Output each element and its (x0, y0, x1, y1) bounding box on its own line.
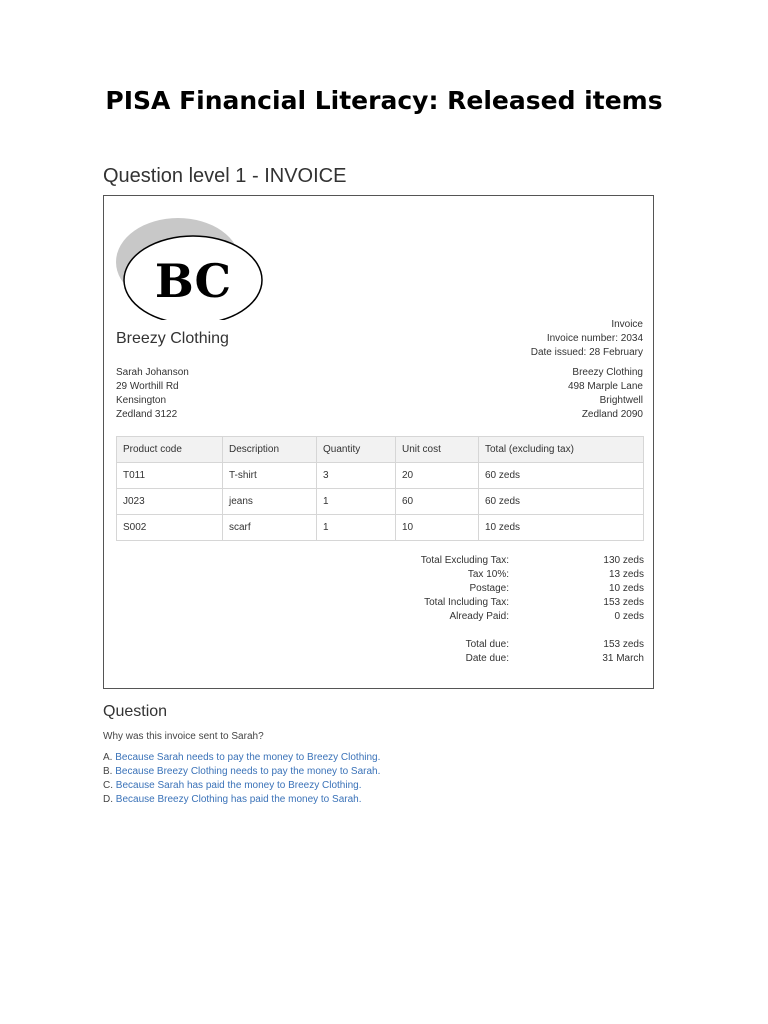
total-including-tax-row (374, 596, 644, 610)
address-line: Kensington (116, 395, 167, 406)
table-cell: T-shirt (223, 463, 317, 489)
table-row (117, 489, 644, 515)
totals-label: Total Excluding Tax: (420, 555, 509, 566)
total-excluding-tax-row (374, 554, 644, 568)
totals-label: Date due: (465, 653, 509, 664)
totals-value: 31 March (602, 653, 644, 664)
answer-option-a[interactable] (103, 751, 380, 765)
date-due-row (374, 652, 644, 666)
column-header: Quantity (317, 437, 396, 463)
column-header: Product code (117, 437, 223, 463)
address-line: Zedland 2090 (581, 409, 643, 420)
table-cell: 60 zeds (479, 489, 644, 515)
table-cell: J023 (117, 489, 223, 515)
table-header-row (117, 437, 644, 463)
answer-options (103, 751, 380, 807)
address-line: 29 Worthill Rd (116, 381, 179, 392)
table-cell: S002 (117, 515, 223, 541)
invoice-number: Invoice number: 2034 (546, 333, 643, 344)
items-table (116, 436, 644, 541)
address-line: Zedland 3122 (116, 409, 178, 420)
tax-row (374, 568, 644, 582)
totals-value: 10 zeds (608, 583, 644, 594)
option-letter: B. (103, 766, 113, 777)
option-text: Because Sarah has paid the money to Breezy Clothing. (115, 780, 362, 791)
table-cell: 60 (396, 489, 479, 515)
question-heading: Question (103, 703, 168, 720)
company-name: Breezy Clothing (116, 330, 229, 347)
option-letter: C. (103, 780, 113, 791)
logo-text: BC (154, 254, 232, 308)
table-cell: scarf (223, 515, 317, 541)
column-header: Total (excluding tax) (479, 437, 644, 463)
table-cell: 10 zeds (479, 515, 644, 541)
from-address (568, 366, 643, 422)
column-header: Description (223, 437, 317, 463)
option-letter: A. (103, 752, 113, 763)
totals-label: Postage: (469, 583, 509, 594)
address-line: 498 Marple Lane (567, 381, 643, 392)
totals-value: 153 zeds (603, 597, 644, 608)
option-letter: D. (103, 794, 113, 805)
totals-label: Total due: (465, 639, 509, 650)
totals-label: Already Paid: (449, 611, 509, 622)
totals-value: 13 zeds (608, 569, 644, 580)
table-row (117, 463, 644, 489)
answer-option-c[interactable] (103, 779, 380, 793)
answer-option-d[interactable] (103, 793, 380, 807)
invoice-label: Invoice (611, 319, 643, 330)
totals-label: Total Including Tax: (424, 597, 509, 608)
postage-row (374, 582, 644, 596)
total-due-row (374, 638, 644, 652)
totals-value: 0 zeds (614, 611, 644, 622)
company-logo (114, 210, 264, 320)
table-cell: 1 (317, 489, 396, 515)
table-cell: jeans (223, 489, 317, 515)
option-text: Because Breezy Clothing has paid the money to Sarah. (115, 794, 362, 805)
question-text: Why was this invoice sent to Sarah? (103, 731, 264, 742)
bill-to-address (116, 366, 189, 422)
option-text: Because Sarah needs to pay the money to Breezy Clothing. (115, 752, 381, 763)
address-line: Sarah Johanson (116, 367, 189, 378)
totals-summary (374, 554, 644, 666)
totals-label: Tax 10%: (467, 569, 509, 580)
table-cell: 10 (396, 515, 479, 541)
already-paid-row (374, 610, 644, 624)
table-row (117, 515, 644, 541)
address-line: Brightwell (599, 395, 643, 406)
totals-value: 130 zeds (603, 555, 644, 566)
option-text: Because Breezy Clothing needs to pay the money to Sarah. (115, 766, 381, 777)
totals-value: 153 zeds (603, 639, 644, 650)
invoice-meta (531, 318, 643, 360)
table-cell: T011 (117, 463, 223, 489)
table-cell: 1 (317, 515, 396, 541)
answer-option-b[interactable] (103, 765, 380, 779)
address-line: Breezy Clothing (572, 367, 643, 378)
table-cell: 60 zeds (479, 463, 644, 489)
column-header: Unit cost (396, 437, 479, 463)
invoice-date-issued: Date issued: 28 February (530, 347, 643, 358)
section-heading: Question level 1 - INVOICE (103, 165, 347, 187)
invoice (103, 195, 654, 689)
table-cell: 3 (317, 463, 396, 489)
table-cell: 20 (396, 463, 479, 489)
page-title: PISA Financial Literacy: Released items (105, 86, 663, 115)
